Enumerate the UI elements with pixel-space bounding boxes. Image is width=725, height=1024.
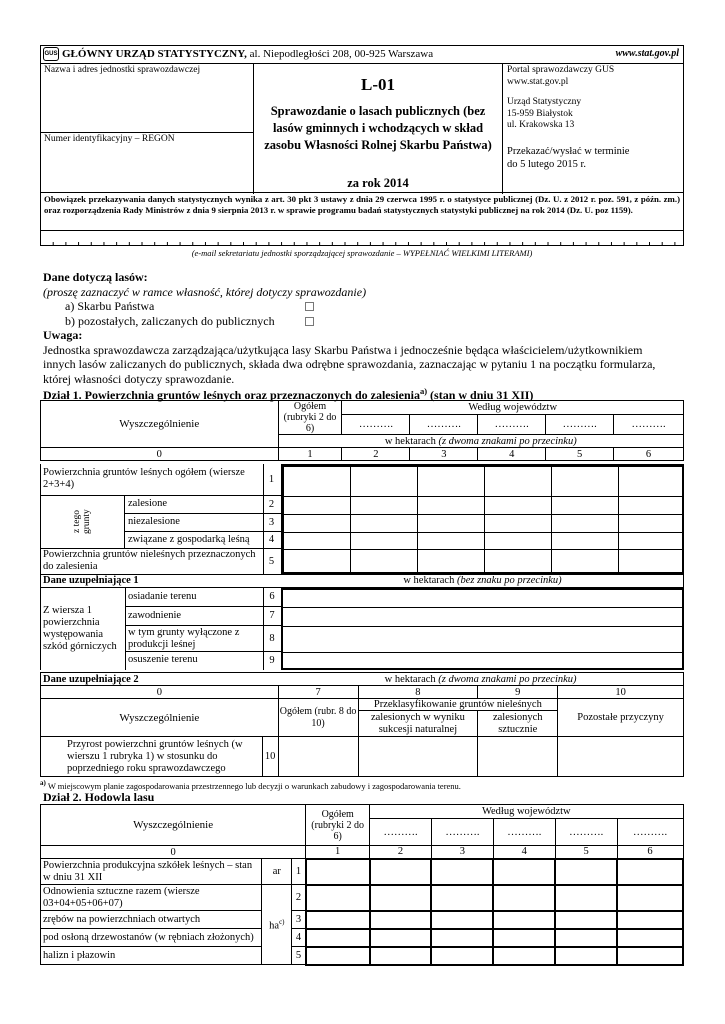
s2-r4-c5[interactable] <box>555 929 617 947</box>
s2-row-3-label: zrębów na powierzchniach otwartych <box>41 911 262 929</box>
s2-voiv-name-1[interactable]: ………. <box>370 819 432 846</box>
section1-table <box>40 400 684 461</box>
supp2-colnum-7: 7 <box>278 686 358 699</box>
supp2-header-sub2: zalesionych sztucznie <box>478 711 558 737</box>
regon-field[interactable] <box>41 132 254 194</box>
s1-row-1 <box>41 464 281 496</box>
s2-r1-c3[interactable] <box>431 859 493 885</box>
s2-row-1-label: Powierzchnia produkcyjna szkółek leśnych – stan w dniu 31 XII <box>41 859 262 885</box>
portal-url[interactable]: www.stat.gov.pl <box>507 76 569 87</box>
s2-voiv-name-5[interactable]: ………. <box>617 819 683 846</box>
supp2-header-reclass: Przeklasyfikowanie gruntów nieleśnych <box>358 699 558 711</box>
s2-r5-c3[interactable] <box>431 947 493 965</box>
s2-r4-c4[interactable] <box>493 929 555 947</box>
supp2-colnum-8: 8 <box>358 686 478 699</box>
s1-colnum-5: 5 <box>546 448 614 461</box>
s1-colnum-4: 4 <box>478 448 546 461</box>
s2-r3-c3[interactable] <box>431 911 493 929</box>
s2-r3-c6[interactable] <box>617 911 683 929</box>
s2-r1-c6[interactable] <box>617 859 683 885</box>
submission-info <box>503 64 685 194</box>
email-field[interactable] <box>40 231 684 246</box>
supp2-cell-10[interactable] <box>558 737 684 777</box>
s2-colnum-1: 1 <box>306 846 370 859</box>
s1-colnum-6: 6 <box>614 448 684 461</box>
s1-row-4: związane z gospodarką leśną 4 <box>125 532 281 549</box>
legal-note: Obowiązek przekazywania danych statystycznych wynika z art. 30 pkt 3 ustawy z dnia 29 czerwca 1995 r. o statystyce publicznej (Dz. U. z 2012 r. poz. 591, z późn. zm.) oraz rozporządzenia Rady Ministrów z dnia 9 sierpnia 2013 r. w sprawie programu badań statystycznych statystyki publicznej na rok 2014 (Dz. U. poz 1159). <box>40 193 684 231</box>
s2-voiv-name-4[interactable]: ………. <box>555 819 617 846</box>
s1-colnum-3: 3 <box>410 448 478 461</box>
s1-colnum-0: 0 <box>41 448 279 461</box>
s1-voiv-name-4[interactable]: ………. <box>546 415 614 435</box>
supp2-title-cell: Dane uzupełniające 2 <box>41 673 279 686</box>
s2-row-4-num: 4 <box>292 929 306 947</box>
s2-r5-c1[interactable] <box>306 947 370 965</box>
supp2-row-10-label: Przyrost powierzchni gruntów leśnych (w wierszu 1 rubryka 1) w stosunku do poprzedniego roku sprawozdawczego <box>41 737 263 777</box>
s2-colnum-2: 2 <box>370 846 432 859</box>
supp2-colnum-0: 0 <box>41 686 279 699</box>
s2-r3-c4[interactable] <box>493 911 555 929</box>
supp1-group-label: Z wiersza 1 powierzchnia występowania szkód górniczych <box>43 605 117 652</box>
office-city: 15-959 Białystok <box>507 108 573 119</box>
portal-label: Portal sprawozdawczy GUS <box>507 65 615 75</box>
form-code: L-01 <box>361 75 395 94</box>
s1-voiv-name-2[interactable]: ………. <box>410 415 478 435</box>
s2-unit-ha: $ha^{c)}$ <box>262 885 292 965</box>
s2-colnum-5: 5 <box>555 846 617 859</box>
option-a-checkbox[interactable] <box>305 302 314 311</box>
section1-footnote: $^{a)}$ W miejscowym planie zagospodarowania przestrzennego lub decyzji o warunkach zabudowy i zagospodarowania terenu. <box>40 779 461 791</box>
org-name: GŁÓWNY URZĄD STATYSTYCZNY, <box>62 48 247 60</box>
form-title: Sprawozdanie o lasach publicznych (bez lasów gminnych i wchodzących w skład zasobu Własności Rolnej Skarbu Państwa) <box>264 104 492 152</box>
s2-r2-c2[interactable] <box>370 885 432 911</box>
unit-name-label: Nazwa i adres jednostki sprawozdawczej <box>44 65 201 75</box>
s2-colnum-4: 4 <box>493 846 555 859</box>
s1-of-which-cell <box>41 496 125 549</box>
s2-r4-c3[interactable] <box>431 929 493 947</box>
s2-r4-c1[interactable] <box>306 929 370 947</box>
s2-r5-c4[interactable] <box>493 947 555 965</box>
supp1-row-7: zawodnienie 7 <box>126 607 281 626</box>
s2-r1-c2[interactable] <box>370 859 432 885</box>
s1-of-which-label: z tego grunty <box>71 509 92 535</box>
s2-r2-c1[interactable] <box>306 885 370 911</box>
s2-header-total: Ogółem (rubryki 2 do 6) <box>306 805 370 846</box>
option-a-label: a) Skarbu Państwa <box>65 299 155 313</box>
supp1-header <box>40 574 684 588</box>
website-link[interactable]: www.stat.gov.pl <box>615 48 679 59</box>
supp2-colnum-9: 9 <box>478 686 558 699</box>
s2-r1-c1[interactable] <box>306 859 370 885</box>
gus-logo: GUS <box>43 47 59 61</box>
s2-r2-c6[interactable] <box>617 885 683 911</box>
s2-r2-c5[interactable] <box>555 885 617 911</box>
s1-header-total: Ogółem (rubryki 2 do 6) <box>278 401 342 435</box>
s1-colnum-1: 1 <box>278 448 342 461</box>
s2-r4-c6[interactable] <box>617 929 683 947</box>
note-heading: Uwaga: <box>43 328 83 342</box>
org-address: al. Niepodległości 208, 00-925 Warszawa <box>246 48 434 60</box>
option-b-label: b) pozostałych, zaliczanych do publicznych <box>65 313 275 328</box>
s2-voiv-name-3[interactable]: ………. <box>493 819 555 846</box>
s1-unit-line: w hektarach (z dwoma znakami po przecinku) <box>278 435 683 448</box>
s2-row-4-label: pod osłoną drzewostanów (w rębniach złożonych) <box>41 929 262 947</box>
s2-r5-c2[interactable] <box>370 947 432 965</box>
section1-title: Dział 1. Powierzchnia gruntów leśnych oraz przeznaczonych do zalesienia$^{a)}$ (stan w dniu 31 XII) <box>43 386 534 402</box>
s1-voiv-name-5[interactable]: ………. <box>614 415 684 435</box>
s2-r2-c3[interactable] <box>431 885 493 911</box>
s1-voiv-name-1[interactable]: ………. <box>342 415 410 435</box>
supp1-row-6: osiadanie terenu 6 <box>126 588 281 607</box>
supp2-header-other: Pozostałe przyczyny <box>558 699 684 737</box>
supp2-header-sub1: zalesionych w wyniku sukcesji naturalnej <box>358 711 478 737</box>
s2-voiv-name-2[interactable]: ………. <box>431 819 493 846</box>
s2-row-2-label: Odnowienia sztuczne razem (wiersze 03+04+05+06+07) <box>41 885 262 911</box>
s2-unit-ar: ar <box>262 859 292 885</box>
supp2-row-10-num: 10 <box>262 737 278 777</box>
regon-label: Numer identyfikacyjny – REGON <box>44 134 175 144</box>
s2-colnum-3: 3 <box>431 846 493 859</box>
s2-colnum-0: 0 <box>41 846 306 859</box>
s1-header-voiv: Według województw <box>342 401 684 415</box>
option-b[interactable] <box>43 314 683 329</box>
s2-row-1-num: 1 <box>292 859 306 885</box>
deadline-line1: Przekazać/wysłać w terminie <box>507 145 630 157</box>
supp2-header-spec: Wyszczególnienie <box>41 699 279 737</box>
supp2-colnum-10: 10 <box>558 686 684 699</box>
office-name: Urząd Statystyczny <box>507 97 582 107</box>
supp1-row-9: osuszenie terenu 9 <box>126 652 281 670</box>
supp1-row-8: w tym grunty wyłączone z produkcji leśnej 8 <box>126 626 281 652</box>
supp2-cell-8[interactable] <box>358 737 478 777</box>
s2-r3-c5[interactable] <box>555 911 617 929</box>
deadline-line2: do 5 lutego 2015 r. <box>507 158 587 170</box>
intro-block <box>43 270 683 386</box>
supp1-title: Dane uzupełniające 1 <box>43 575 139 586</box>
intro-heading: Dane dotyczą lasów: <box>43 270 148 284</box>
intro-instruction: (proszę zaznaczyć w ramce własność, której dotyczy sprawozdanie) <box>43 284 367 299</box>
s1-row-1-label: Powierzchnia gruntów leśnych ogółem (wiersze 2+3+4) <box>43 467 245 490</box>
s2-row-5-num: 5 <box>292 947 306 965</box>
supp1-unit: w hektarach (bez znaku po przecinku) <box>403 575 562 586</box>
s1-voiv-name-3[interactable]: ………. <box>478 415 546 435</box>
section2-title: Dział 2. Hodowla lasu <box>43 790 155 804</box>
email-caption: (e-mail sekretariatu jednostki sporządzającej sprawozdanie – WYPEŁNIAĆ WIELKIMI LITERAMI) <box>191 248 533 258</box>
top-box <box>40 63 684 193</box>
s1-header-spec: Wyszczególnienie <box>41 401 279 448</box>
s1-row-5: Powierzchnia gruntów nieleśnych przeznaczonych do zalesienia 5 <box>41 549 281 574</box>
s2-colnum-6: 6 <box>617 846 683 859</box>
s2-row-2-num: 2 <box>292 885 306 911</box>
s2-r1-c4[interactable] <box>493 859 555 885</box>
s1-data-rows <box>40 464 684 574</box>
section2-table <box>40 804 684 966</box>
note-text: Jednostka sprawozdawcza zarządzająca/użytkująca lasy Skarbu Państwa i jednocześnie będąca właścicielem/użytkownikiem innych lasów zaliczanych do publicznych, składa dwa odrębne sprawozdania, zaznaczając w pytaniu 1 na początku formularza, której własności dotyczy sprawozdanie. <box>43 342 656 386</box>
s2-row-3-num: 3 <box>292 911 306 929</box>
unit-name-field[interactable] <box>41 64 254 132</box>
supp2-cell-9[interactable] <box>478 737 558 777</box>
s1-row-3: niezalesione 3 <box>125 514 281 532</box>
s2-r5-c6[interactable] <box>617 947 683 965</box>
s1-colnum-2: 2 <box>342 448 410 461</box>
option-a[interactable] <box>43 299 683 314</box>
header-bar <box>40 45 684 63</box>
form-title-block <box>254 64 503 194</box>
supp1-rows <box>40 588 684 670</box>
office-street: ul. Krakowska 13 <box>507 120 575 130</box>
s2-header-voiv: Według województw <box>370 805 683 819</box>
s1-data-grid[interactable] <box>281 464 684 574</box>
option-b-checkbox[interactable] <box>305 317 314 326</box>
s2-r3-c1[interactable] <box>306 911 370 929</box>
s2-r4-c2[interactable] <box>370 929 432 947</box>
supp2-table <box>40 672 684 777</box>
supp2-cell-7[interactable] <box>278 737 358 777</box>
s2-r2-c4[interactable] <box>493 885 555 911</box>
supp2-header-total: Ogółem (rubr. 8 do 10) <box>278 699 358 737</box>
s1-row-1-num: 1 <box>263 464 279 495</box>
s2-r1-c5[interactable] <box>555 859 617 885</box>
s2-row-5-label: halizn i płazowin <box>41 947 262 965</box>
supp2-unit: w hektarach (z dwoma znakami po przecinku) <box>278 673 683 686</box>
s1-row-2: zalesione 2 <box>125 496 281 514</box>
s2-header-spec: Wyszczególnienie <box>41 805 306 846</box>
supp1-data-grid[interactable] <box>281 588 684 670</box>
s2-r5-c5[interactable] <box>555 947 617 965</box>
form-year: za rok 2014 <box>347 176 409 190</box>
s2-r3-c2[interactable] <box>370 911 432 929</box>
